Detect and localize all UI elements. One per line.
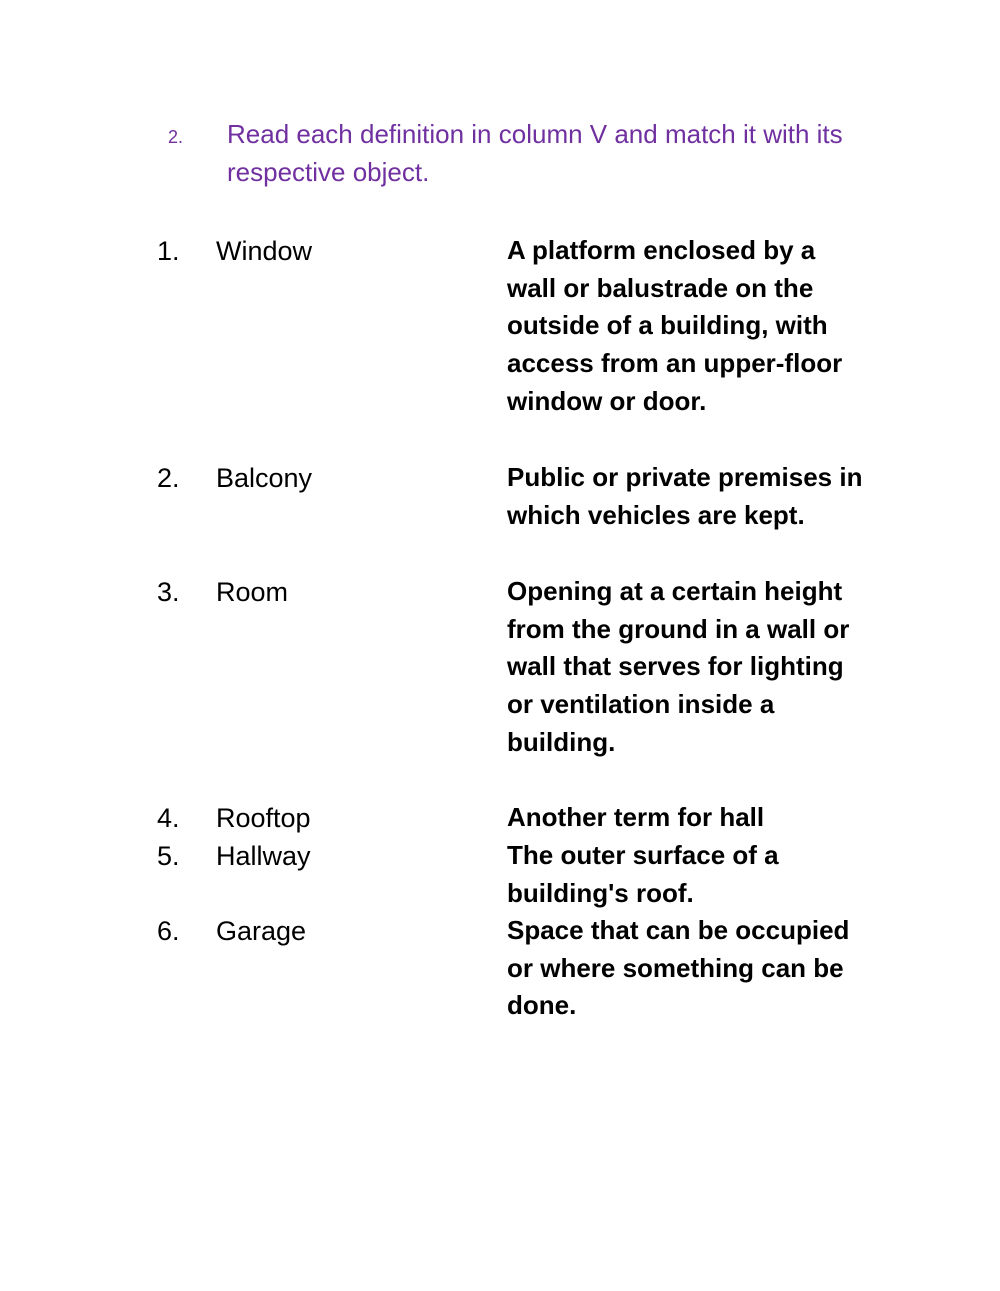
item-number: 5. bbox=[157, 841, 180, 871]
item-word-window: Window bbox=[216, 236, 313, 266]
item-word-hallway: Hallway bbox=[216, 841, 311, 871]
item-number: 3. bbox=[157, 577, 180, 607]
definition-room: Space that can be occupied or where something can be done. bbox=[507, 915, 850, 1021]
item-number: 1. bbox=[157, 236, 180, 266]
item-word-room: Room bbox=[216, 577, 289, 607]
definition-garage: Public or private premises in which vehicles are kept. bbox=[507, 462, 863, 530]
item-word-balcony: Balcony bbox=[216, 463, 313, 493]
definition-hallway: Another term for hall bbox=[507, 802, 765, 832]
instruction-number: 2. bbox=[168, 127, 184, 147]
item-number: 2. bbox=[157, 463, 180, 493]
item-word-rooftop: Rooftop bbox=[216, 803, 311, 833]
definition-rooftop: The outer surface of a building's roof. bbox=[507, 840, 779, 908]
item-number: 6. bbox=[157, 916, 180, 946]
item-word-garage: Garage bbox=[216, 916, 307, 946]
definition-window: Opening at a certain height from the ground in a wall or wall that serves for lighting or ventilation inside a building. bbox=[507, 576, 850, 757]
item-number: 4. bbox=[157, 803, 180, 833]
instruction-text: Read each definition in column V and match it with its respective object. bbox=[227, 119, 843, 187]
definition-balcony: A platform enclosed by a wall or balustrade on the outside of a building, with access from an upper-floor window or door. bbox=[507, 235, 843, 416]
